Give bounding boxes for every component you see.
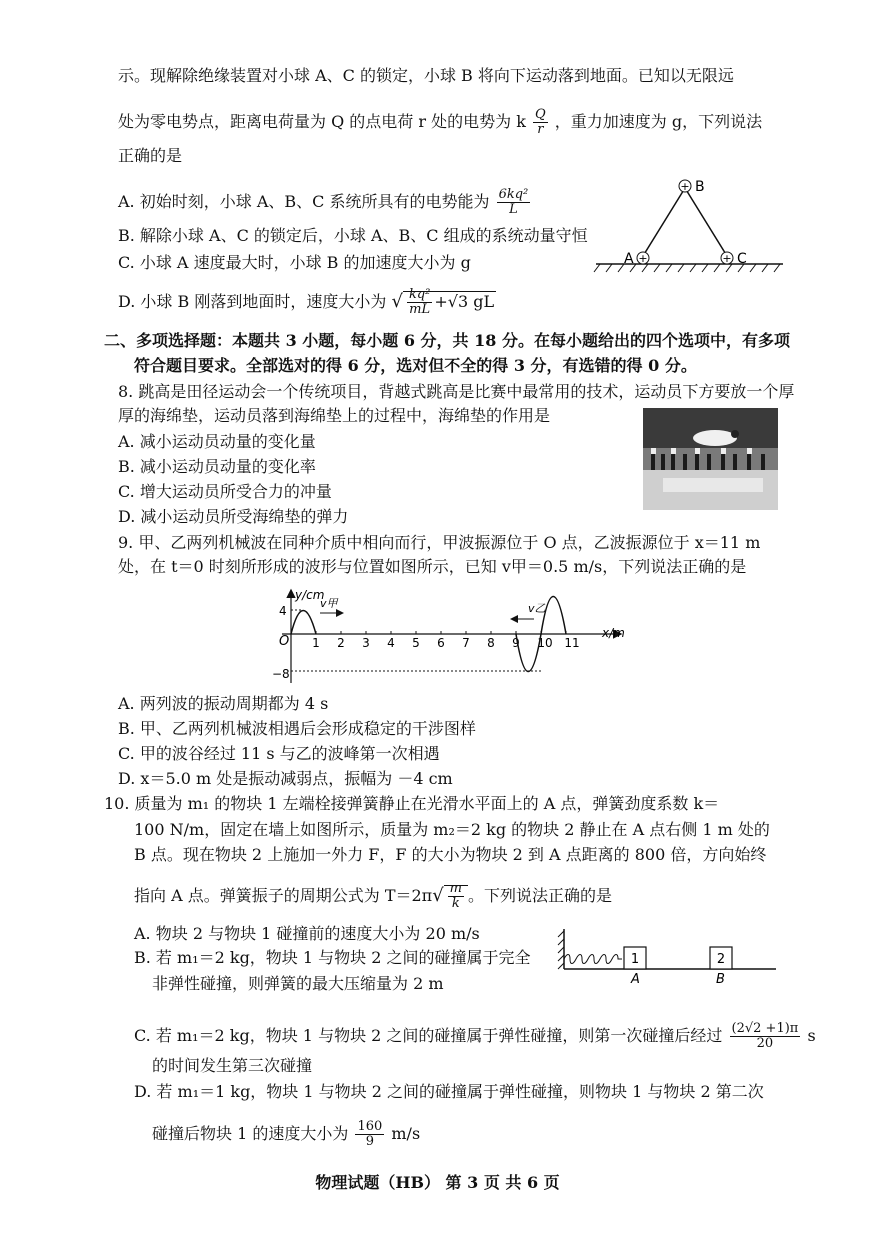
q9-option-b: B. 甲、乙两列机械波相遇后会形成稳定的干涉图样 [118, 719, 476, 738]
q7-potential-fraction: $\frac{Q}{r}$ [535, 107, 546, 137]
q9-y-axis-label: y/cm [295, 588, 325, 602]
q10-option-c-line2: 的时间发生第三次碰撞 [152, 1056, 313, 1075]
q10-option-c-fraction: $\frac{(2√2 +1)\pi}{20}$ [731, 1021, 799, 1051]
q9-x-tick: 8 [487, 636, 495, 650]
q9-wave-graph [262, 585, 632, 690]
q9-x-tick: 9 [512, 636, 520, 650]
q10-line1: 10. 质量为 m₁ 的物块 1 左端栓接弹簧静止在光滑水平面上的 A 点，弹簧劲度系数 k＝ [104, 794, 720, 813]
q9-x-tick: 1 [312, 636, 320, 650]
q8-option-c: C. 增大运动员所受合力的冲量 [118, 482, 332, 501]
q9-x-tick: 3 [362, 636, 370, 650]
section2-line2: 符合题目要求。全部选对的得 6 分，选对但不全的得 3 分，有选错的得 0 分。 [134, 356, 697, 375]
q7-line1: 示。现解除绝缘装置对小球 A、C 的锁定，小球 B 将向下运动落到地面。已知以无限远 [118, 66, 734, 85]
q9-x-axis-label: x/m [602, 626, 625, 640]
q9-line1: 9. 甲、乙两列机械波在同种介质中相向而行，甲波振源位于 O 点，乙波振源位于 x＝11 m [118, 533, 761, 552]
q10-option-c: C. 若 m₁＝2 kg，物块 1 与物块 2 之间的碰撞属于弹性碰撞，则第一次碰撞后经过 $\frac{(2√2 +1)\pi}{20}$ s [134, 1021, 816, 1051]
q10-option-d-line2: 碰撞后物块 1 的速度大小为 $\frac{160}{9}$ m/s [152, 1119, 421, 1149]
q7-line2b: ，重力加速度为 g，下列说法 [554, 112, 763, 131]
svg-text:+: + [722, 252, 732, 265]
q7-option-a: A. 初始时刻，小球 A、B、C 系统所具有的电势能为 $\frac{\text{6kq²}}{L}$ [118, 187, 529, 217]
svg-text:+: + [680, 180, 690, 193]
q9-x-tick: 5 [412, 636, 420, 650]
q7-option-d-fraction: $\frac{\text{kq²}}{mL}$ [408, 287, 431, 317]
q7-option-a-fraction: $\frac{\text{6kq²}}{L}$ [498, 187, 529, 217]
q10-line3: B 点。现在物块 2 上施加一外力 F，F 的大小为物块 2 到 A 点距离的 800 倍，方向始终 [134, 845, 767, 864]
q7-line2a: 处为零电势点，距离电荷量为 Q 的点电荷 r 处的电势为 k [118, 112, 526, 131]
q10-option-b-line2: 非弹性碰撞，则弹簧的最大压缩量为 2 m [152, 974, 444, 993]
q9-x-tick: 6 [437, 636, 445, 650]
high-jump-photo [643, 408, 778, 510]
q9-y-tick-neg8: −8 [272, 667, 290, 681]
q9-option-d: D. x＝5.0 m 处是振动减弱点，振幅为 －4 cm [118, 769, 453, 788]
q10-spring-figure [556, 925, 780, 985]
q10-option-d-fraction: $\frac{160}{9}$ [357, 1119, 383, 1149]
q7-label-c: C [737, 251, 747, 267]
q7-triangle-figure [588, 176, 788, 276]
q9-x-tick: 11 [564, 636, 580, 650]
q7-line2 [118, 108, 762, 137]
q9-x-tick: 2 [337, 636, 345, 650]
q9-option-a: A. 两列波的振动周期都为 4 s [118, 694, 329, 713]
q10-line2: 100 N/m，固定在墙上如图所示，质量为 m₂＝2 kg 的物块 2 静止在 A 点右侧 1 m 处的 [134, 820, 770, 839]
q9-x-tick: 7 [462, 636, 470, 650]
q9-v-yi: v乙 [528, 602, 546, 615]
q7-option-d: D. 小球 B 刚落到地面时，速度大小为 √ $\frac{\text{kq²}}{mL}$ +√3 gL [118, 287, 495, 317]
q8-option-b: B. 减小运动员动量的变化率 [118, 457, 316, 476]
q10-line4: 指向 A 点。弹簧振子的周期公式为 T＝2π√ $\frac{m}{k}$ 。下列说法正确的是 [134, 881, 613, 911]
q10-block1-label: 1 [630, 952, 640, 967]
q7-option-b: B. 解除小球 A、C 的锁定后，小球 A、B、C 组成的系统动量守恒 [118, 226, 588, 245]
q9-v-jia: v甲 [320, 597, 338, 610]
q8-option-a: A. 减小运动员动量的变化量 [118, 432, 316, 451]
page-footer: 物理试题（HB） 第 3 页 共 6 页 [315, 1173, 560, 1192]
q9-option-c: C. 甲的波谷经过 11 s 与乙的波峰第一次相遇 [118, 744, 440, 763]
svg-text:+: + [638, 252, 648, 265]
q7-option-c: C. 小球 A 速度最大时，小球 B 的加速度大小为 g [118, 253, 471, 272]
q10-label-b: B [716, 972, 725, 985]
q7-line3: 正确的是 [118, 146, 183, 165]
q10-label-a: A [631, 972, 640, 985]
q10-block2-label: 2 [716, 952, 726, 967]
q10-option-b-line1: B. 若 m₁＝2 kg，物块 1 与物块 2 之间的碰撞属于完全 [134, 948, 531, 967]
q9-x-tick: 10 [537, 636, 553, 650]
q10-period-fraction: $\frac{m}{k}$ [449, 881, 462, 911]
q9-line2: 处，在 t＝0 时刻所形成的波形与位置如图所示，已知 v甲＝0.5 m/s，下列说法正确的是 [118, 557, 747, 576]
q9-origin-label: O [279, 634, 290, 649]
q7-label-a: A [624, 251, 634, 267]
q7-label-b: B [695, 179, 705, 195]
q10-option-a: A. 物块 2 与物块 1 碰撞前的速度大小为 20 m/s [134, 924, 480, 943]
q8-line1: 8. 跳高是田径运动会一个传统项目，背越式跳高是比赛中最常用的技术，运动员下方要放一个厚 [118, 382, 795, 401]
q8-line2: 厚的海绵垫，运动员落到海绵垫上的过程中，海绵垫的作用是 [118, 406, 551, 425]
q10-option-d-line1: D. 若 m₁＝1 kg，物块 1 与物块 2 之间的碰撞属于弹性碰撞，则物块 1 与物块 2 第二次 [134, 1082, 764, 1101]
section2-line1: 二、多项选择题：本题共 3 小题，每小题 6 分，共 18 分。在每小题给出的四个选项中，有多项 [104, 331, 790, 350]
q9-x-tick: 4 [387, 636, 395, 650]
q9-y-tick-4: 4 [279, 604, 287, 618]
q8-option-d: D. 减小运动员所受海绵垫的弹力 [118, 507, 349, 526]
